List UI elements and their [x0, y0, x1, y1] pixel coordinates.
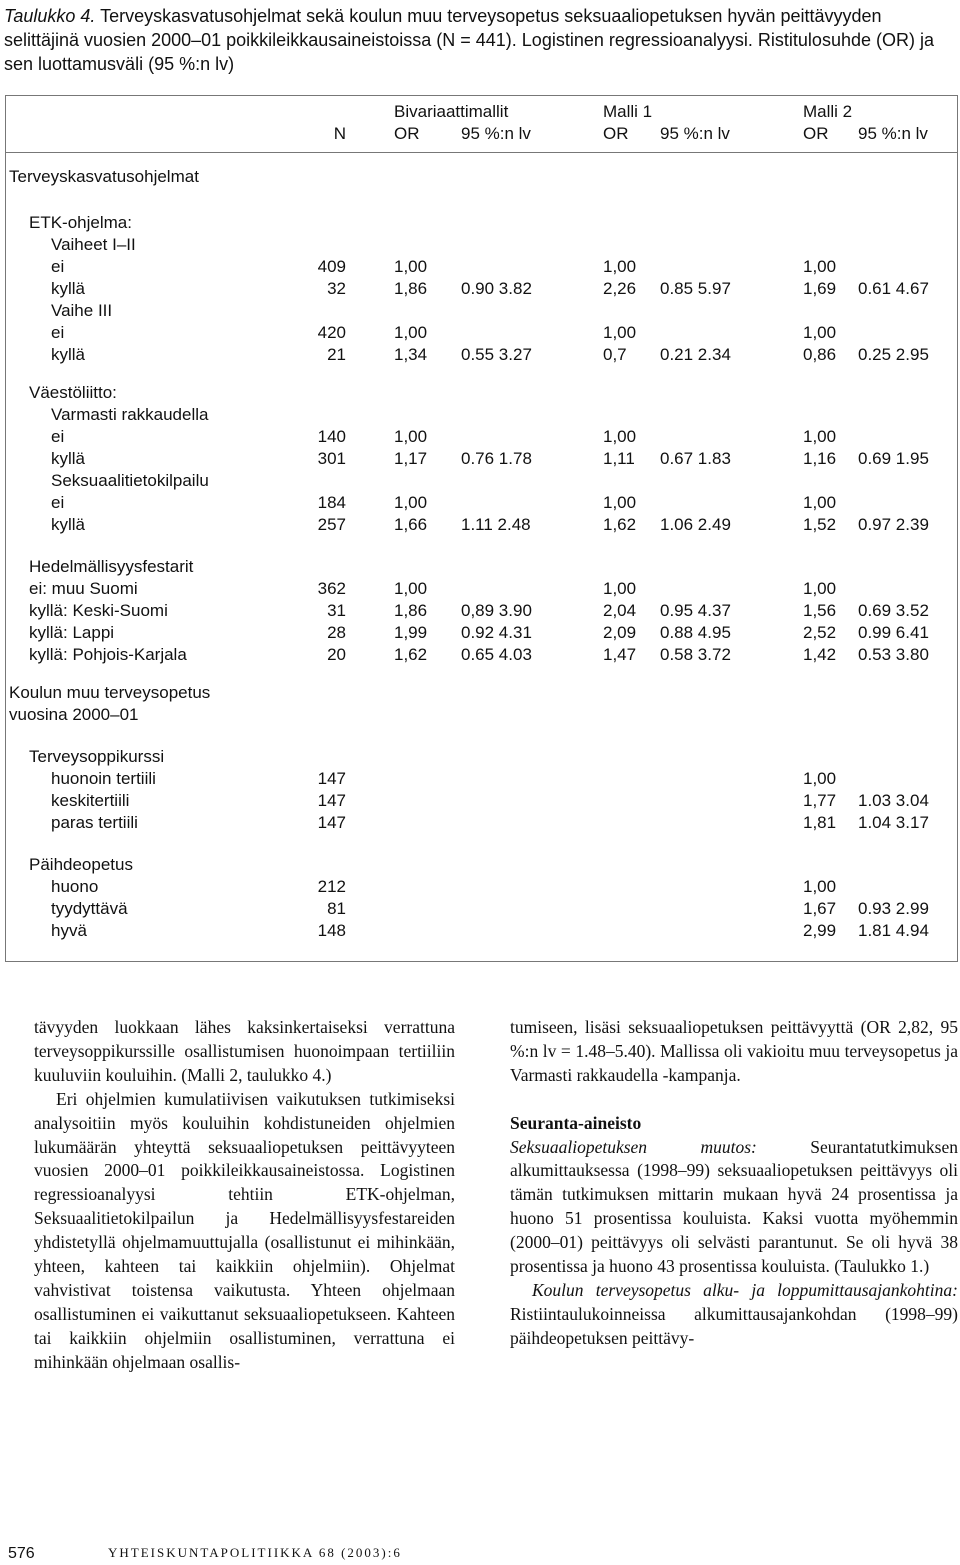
table-cell: 32	[327, 279, 346, 298]
group-header: Malli 1	[603, 102, 653, 121]
caption-lead: Taulukko 4.	[4, 6, 96, 26]
row-label: kyllä: Keski-Suomi	[29, 601, 168, 620]
left-text-column	[34, 1016, 455, 1375]
row-label: kyllä: Lappi	[29, 623, 115, 642]
column-header: 95 %:n lv	[461, 124, 531, 143]
group-header: Malli 2	[803, 102, 853, 121]
table-cell: 0.69 1.95	[858, 449, 929, 468]
row-label: keskitertiili	[51, 791, 130, 810]
left-paragraph-2: Eri ohjelmien kumulatiivisen vaikutuksen tutkimiseksi analysoitiin myös kouluihin kohdistuneiden ohjelmien lukumäärän yhteyttä seksuaaliopetuksen peittävyyteen vuosien 2000–01 poikkileikkausaineistossa. Logistinen regressioanalyysi tehtiin ETK-ohjelman, Seksuaalitietokilpailun ja Hedelmällisyysfestareiden yhdistetyllä ohjelmamuuttujalla (osallistunut ei mihinkään, yhteen, kahteen tai kaikkiin ohjelmiin). Ohjelmat vahvistivat toistensa vaikutusta. Yhteen ohjelmaan osallistuminen ei vaikuttanut seksuaaliopetukseen. Kahteen tai kaikkiin ohjelmiin osallistuminen, verrattuna ei mihinkään ohjelmaan osallis-	[34, 1088, 455, 1372]
table-cell: 1,00	[603, 493, 637, 512]
table-cell: 1,00	[803, 769, 837, 788]
row-label: Terveyskasvatusohjelmat	[9, 167, 199, 186]
row-label: kyllä	[51, 279, 86, 298]
table-cell: 1,52	[803, 515, 837, 534]
row-label: Vaihe III	[51, 301, 113, 320]
table-cell: 1,00	[394, 493, 428, 512]
table-cell: 1,00	[394, 323, 428, 342]
table-cell: 362	[317, 579, 346, 598]
table-cell: 0.58 3.72	[660, 645, 731, 664]
table-cell: 1,00	[803, 579, 837, 598]
table-cell: 0.67 1.83	[660, 449, 731, 468]
table-cell: 1,42	[803, 645, 837, 664]
table-cell: 1,00	[603, 579, 637, 598]
table-cell: 1,86	[394, 601, 428, 620]
table-cell: 140	[317, 427, 346, 446]
table-cell: 1,34	[394, 345, 428, 364]
table-cell: 147	[317, 813, 346, 832]
table-cell: 0,7	[603, 345, 627, 364]
table-cell: 1.03 3.04	[858, 791, 929, 810]
right-paragraph-3-lead: Koulun terveysopetus alku- ja loppumittausajankohtina:	[532, 1279, 958, 1300]
table-cell: 0.90 3.82	[461, 279, 532, 298]
row-label: huonoin tertiili	[51, 769, 156, 788]
table-cell: 1,00	[803, 323, 837, 342]
table-cell: 1,00	[603, 257, 637, 276]
journal-name: YHTEISKUNTAPOLITIIKKA 68 (2003):6	[108, 1545, 402, 1560]
table-cell: 147	[317, 769, 346, 788]
right-paragraph-3: Ristiintaulukoinneissa alkumittausajankohdan (1998–99) päihdeopetuksen peittävy-	[510, 1303, 958, 1348]
row-label: vuosina 2000–01	[9, 705, 139, 724]
table-cell: 257	[317, 515, 346, 534]
right-paragraph-2: Seurantatutkimuksen alkumittauksessa (1998–99) seksuaaliopetuksen peittävyys oli tämän tutkimuksen mittarin mukaan hyvä 24 prosentissa ja huono 51 prosentissa kouluista. Kaksi vuotta myöhemmin (2000–01) peittävyys oli selvästi parantunut. Se oli hyvä 38 prosentissa ja huono 43 prosentissa kouluista. (Taulukko 1.)	[510, 1136, 958, 1277]
page-number: 576	[8, 1545, 35, 1562]
table-cell: 2,09	[603, 623, 637, 642]
table-cell: 1,47	[603, 645, 637, 664]
section-heading: Seuranta-aineisto	[510, 1112, 642, 1133]
table-cell: 1,99	[394, 623, 428, 642]
table-cell: 1,16	[803, 449, 837, 468]
table-cell: 184	[317, 493, 346, 512]
table-cell: 2,04	[603, 601, 637, 620]
row-label: Väestöliitto:	[29, 383, 117, 402]
row-label: ETK-ohjelma:	[29, 213, 132, 232]
right-paragraph-1: tumiseen, lisäsi seksuaaliopetuksen peittävyyttä (OR 2,82, 95 %:n lv = 1.48–5.40). Mallissa oli vakioitu muu terveysopetus ja Varmasti rakkaudella -kampanja.	[510, 1017, 958, 1085]
spacer	[510, 1088, 958, 1112]
page-footer	[8, 1545, 708, 1565]
table-cell: 1,11	[603, 449, 635, 468]
table-cell: 148	[317, 921, 346, 940]
table-cell: 1,00	[394, 427, 428, 446]
table-cell: 0.85 5.97	[660, 279, 731, 298]
row-label: tyydyttävä	[51, 899, 128, 918]
column-header: OR	[803, 124, 829, 143]
table-cell: 1.11 2.48	[461, 515, 531, 534]
group-header: Bivariaattimallit	[394, 102, 509, 121]
table-cell: 1,00	[394, 579, 428, 598]
table-cell: 1,67	[803, 899, 837, 918]
table-cell: 1,00	[803, 877, 837, 896]
table-cell: 0.69 3.52	[858, 601, 929, 620]
table-cell: 1,62	[394, 645, 428, 664]
table-cell: 0.95 4.37	[660, 601, 731, 620]
row-label: ei	[51, 323, 65, 342]
table-cell: 1,86	[394, 279, 428, 298]
table-cell: 420	[317, 323, 346, 342]
row-label: kyllä	[51, 515, 86, 534]
right-paragraph-2-lead: Seksuaaliopetuksen muutos:	[510, 1136, 757, 1157]
table-cell: 0.99 6.41	[858, 623, 929, 642]
table-cell: 0.61 4.67	[858, 279, 929, 298]
table-cell: 0.65 4.03	[461, 645, 532, 664]
table-cell: 31	[327, 601, 346, 620]
row-label: kyllä	[51, 345, 86, 364]
table-cell: 2,99	[803, 921, 837, 940]
left-paragraph-1: tävyyden luokkaan lähes kaksinkertaiseksi verrattuna terveysoppikurssille osallistumisen huonoimpaan tertiiliin kuuluviin kouluihin. (Malli 2, taulukko 4.)	[34, 1017, 455, 1085]
table-cell: 409	[317, 257, 346, 276]
table-cell: 0.76 1.78	[461, 449, 532, 468]
table-cell: 0.97 2.39	[858, 515, 929, 534]
row-label: Terveysoppikurssi	[29, 747, 165, 766]
table-cell: 28	[327, 623, 346, 642]
table-cell: 1,00	[603, 323, 637, 342]
table-cell: 1,77	[803, 791, 837, 810]
table-cell: 1.06 2.49	[660, 515, 731, 534]
table-cell: 20	[327, 645, 346, 664]
row-label: paras tertiili	[51, 813, 138, 832]
row-label: ei	[51, 427, 65, 446]
table-cell: 0.53 3.80	[858, 645, 929, 664]
table-cell: 0,86	[803, 345, 837, 364]
table-cell: 1,00	[394, 257, 428, 276]
table-cell: 212	[317, 877, 346, 896]
column-header: OR	[603, 124, 629, 143]
table-cell: 1,17	[394, 449, 428, 468]
table-cell: 0,89 3.90	[461, 601, 532, 620]
table-cell: 1,00	[803, 257, 837, 276]
column-header: N	[333, 124, 346, 143]
table-cell: 1,62	[603, 515, 637, 534]
row-label: Varmasti rakkaudella	[51, 405, 209, 424]
table-cell: 2,26	[603, 279, 637, 298]
table-cell: 301	[317, 449, 346, 468]
column-header: OR	[394, 124, 420, 143]
row-label: hyvä	[51, 921, 87, 940]
table-cell: 1.04 3.17	[858, 813, 929, 832]
column-header: 95 %:n lv	[660, 124, 730, 143]
row-label: ei: muu Suomi	[29, 579, 138, 598]
table-cell: 0.88 4.95	[660, 623, 731, 642]
table-cell: 1,69	[803, 279, 837, 298]
row-label: kyllä: Pohjois-Karjala	[29, 645, 187, 664]
table-cell: 1,00	[803, 493, 837, 512]
table-cell: 0.92 4.31	[461, 623, 532, 642]
table-cell: 1,56	[803, 601, 837, 620]
table-cell: 1,00	[803, 427, 837, 446]
table-cell: 81	[327, 899, 346, 918]
row-label: Päihdeopetus	[29, 855, 133, 874]
right-text-column	[510, 1016, 958, 1351]
table-caption	[4, 4, 954, 76]
row-label: Koulun muu terveysopetus	[9, 683, 211, 702]
table-cell: 1.81 4.94	[858, 921, 929, 940]
row-label: Vaiheet I–II	[51, 235, 136, 254]
results-table	[5, 95, 958, 962]
header-rule	[6, 152, 957, 153]
row-label: ei	[51, 493, 65, 512]
table-cell: 21	[327, 345, 346, 364]
column-header: 95 %:n lv	[858, 124, 928, 143]
row-label: Hedelmällisyysfestarit	[29, 557, 194, 576]
row-label: ei	[51, 257, 65, 276]
row-label: kyllä	[51, 449, 86, 468]
row-label: huono	[51, 877, 99, 896]
caption-text: Terveyskasvatusohjelmat sekä koulun muu terveysopetus seksuaaliopetuksen hyvän peittävyyden selittäjinä vuosien 2000–01 poikkileikkausaineistoissa (N = 441). Logistinen regressioanalyysi. Ristitulosuhde (OR) ja sen luottamusväli (95 %:n lv)	[4, 6, 934, 74]
row-label: Seksuaalitietokilpailu	[51, 471, 209, 490]
table-cell: 0.25 2.95	[858, 345, 929, 364]
table-cell: 1,66	[394, 515, 428, 534]
table-cell: 1,81	[803, 813, 837, 832]
table-cell: 147	[317, 791, 346, 810]
table-cell: 2,52	[803, 623, 837, 642]
table-cell: 0.93 2.99	[858, 899, 929, 918]
table-cell: 1,00	[603, 427, 637, 446]
table-cell: 0.55 3.27	[461, 345, 532, 364]
table-cell: 0.21 2.34	[660, 345, 731, 364]
